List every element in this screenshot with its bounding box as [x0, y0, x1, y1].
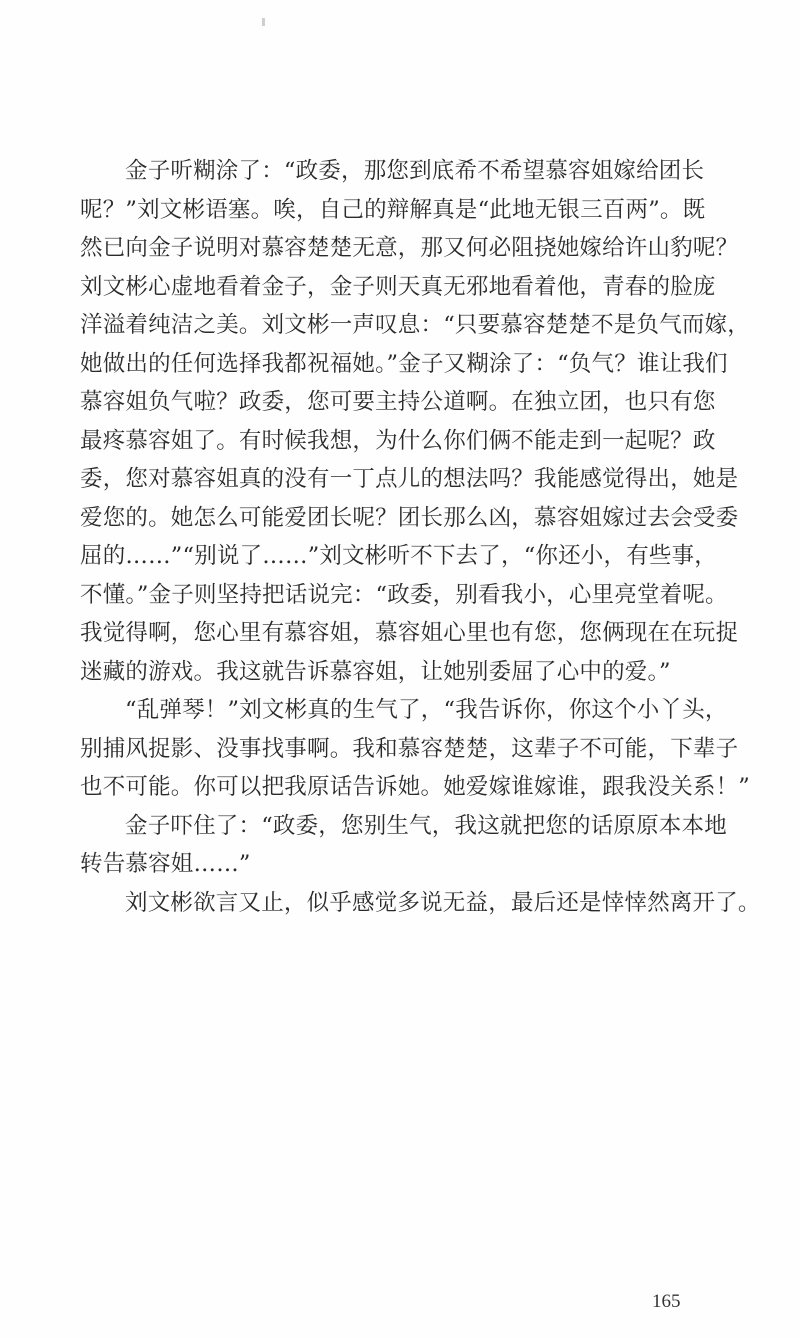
paragraph-1: [80, 152, 751, 691]
text-line: 最疼慕容姐了。有时候我想，为什么你们俩不能走到一起呢？政: [80, 427, 716, 454]
text-line: 别捕风捉影、没事找事啊。我和慕容楚楚，这辈子不可能，下辈子: [80, 735, 739, 762]
text-line: 洋溢着纯洁之美。刘文彬一声叹息：“只要慕容楚楚不是负气而嫁，: [80, 312, 751, 338]
text-line: 刘文彬心虚地看着金子，金子则天真无邪地看着他，青春的脸庞: [80, 273, 716, 300]
body-text: [80, 152, 761, 922]
text-line: 她做出的任何选择我都祝福她。”金子又糊涂了：“负气？谁让我们: [80, 350, 728, 377]
text-line: 屈的……”“别说了……”刘文彬听不下去了，“你还小，有些事，: [80, 543, 718, 569]
text-line: 呢？”刘文彬语塞。唉，自己的辩解真是“此地无银三百两”。既: [80, 196, 706, 223]
text-line: 刘文彬欲言又止，似乎感觉多说无益，最后还是悻悻然离开了。: [125, 889, 761, 916]
text-line: 不懂。”金子则坚持把话说完：“政委，别看我小，心里亮堂着呢。: [80, 581, 728, 608]
text-line: 迷藏的游戏。我这就告诉慕容姐，让她别委屈了心中的爱。”: [80, 658, 671, 685]
text-line: 金子吓住了：“政委，您别生气，我这就把您的话原原本本地: [125, 812, 727, 839]
paragraph-3: [80, 807, 727, 884]
text-line: 我觉得啊，您心里有慕容姐，慕容姐心里也有您，您俩现在在玩捉: [80, 620, 739, 646]
text-line: 爱您的。她怎么可能爱团长呢？团长那么凶，慕容姐嫁过去会受委: [80, 504, 739, 531]
text-line: 慕容姐负气啦？政委，您可要主持公道啊。在独立团，也只有您: [80, 389, 716, 415]
text-line: 转告慕容姐……”: [80, 851, 251, 877]
text-line: 然已向金子说明对慕容楚楚无意，那又何必阻挠她嫁给许山豹呢？: [80, 235, 739, 261]
page-number: 165: [652, 1291, 681, 1312]
scan-mark: [262, 18, 265, 26]
text-line: 金子听糊涂了：“政委，那您到底希不希望慕容姐嫁给团长: [125, 158, 705, 184]
paragraph-4: [125, 884, 761, 923]
paragraph-2: [80, 691, 751, 807]
text-line: 委，您对慕容姐真的没有一丁点儿的想法吗？我能感觉得出，她是: [80, 466, 739, 492]
text-line: 也不可能。你可以把我原话告诉她。她爱嫁谁嫁谁，跟我没关系！”: [80, 774, 751, 800]
text-line: “乱弹琴！”刘文彬真的生气了，“我告诉你，你这个小丫头，: [125, 697, 728, 723]
